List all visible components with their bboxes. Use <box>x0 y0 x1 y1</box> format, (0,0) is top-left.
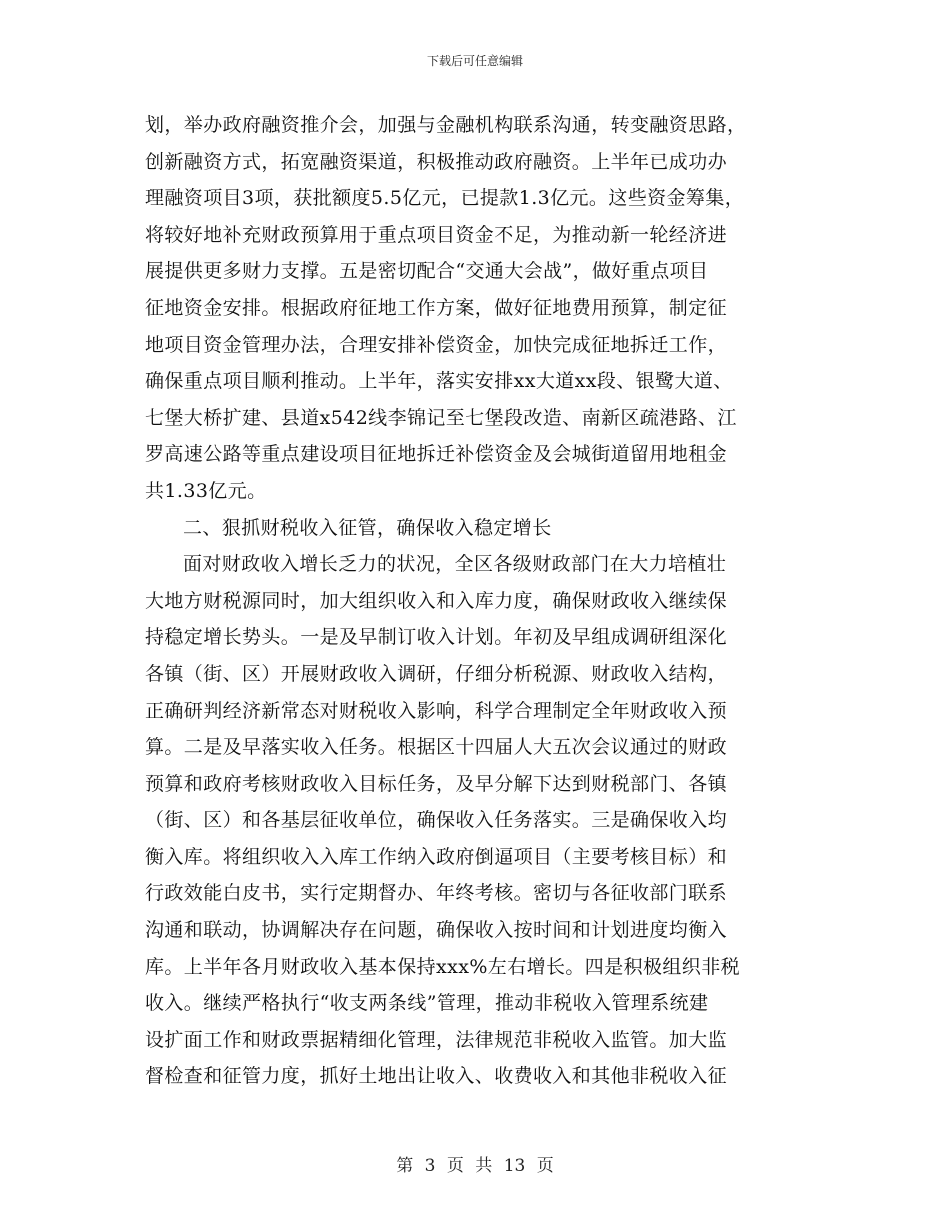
text-line: 面对财政收入增长乏力的状况，全区各级财政部门在大力培植壮 <box>183 553 727 576</box>
text-line: 大地方财税源同时，加大组织收入和入库力度，确保财政收入继续保 <box>145 589 728 612</box>
text-line: 衡入库。将组织收入入库工作纳入政府倒逼项目（主要考核目标）和 <box>145 845 728 868</box>
text-line: 共1.33亿元。 <box>145 479 267 502</box>
text-line: 展提供更多财力支撑。五是密切配合“交通大会战”，做好重点项目 <box>145 260 709 283</box>
page-header: 下载后可任意编辑 <box>426 54 523 68</box>
text-line: 确保重点项目顺利推动。上半年，落实安排xx大道xx段、银鹭大道、 <box>145 370 733 393</box>
text-line: 收入。继续严格执行“收支两条线”管理，推动非税收入管理系统建 <box>145 992 709 1015</box>
text-line: 预算和政府考核财政收入目标任务，及早分解下达到财税部门、各镇 <box>145 772 728 795</box>
text-line: 算。二是及早落实收入任务。根据区十四届人大五次会议通过的财政 <box>145 736 728 759</box>
text-line: 理融资项目3项，获批额度5.5亿元，已提款1.3亿元。这些资金筹集， <box>145 187 745 210</box>
text-line: 划，举办政府融资推介会，加强与金融机构联系沟通，转变融资思路， <box>145 114 747 136</box>
text-line: 地项目资金管理办法，合理安排补偿资金，加快完成征地拆迁工作， <box>145 333 728 356</box>
text-line: 正确研判经济新常态对财税收入影响，科学合理制定全年财政收入预 <box>145 699 728 722</box>
text-line: 各镇（街、区）开展财政收入调研，仔细分析税源、财政收入结构， <box>145 662 728 685</box>
text-line: 督检查和征管力度，抓好土地出让收入、收费收入和其他非税收入征 <box>145 1065 728 1088</box>
text-line: 库。上半年各月财政收入基本保持xxx%左右增长。四是积极组织非税 <box>145 955 741 978</box>
text-line: 征地资金安排。根据政府征地工作方案，做好征地费用预算，制定征 <box>145 296 728 319</box>
text-line: （街、区）和各基层征收单位，确保收入任务落实。三是确保收入均 <box>145 809 728 832</box>
text-line: 设扩面工作和财政票据精细化管理，法律规范非税收入监管。加大监 <box>145 1028 728 1051</box>
text-line: 将较好地补充财政预算用于重点项目资金不足，为推动新一轮经济进 <box>145 223 728 246</box>
text-line: 罗高速公路等重点建设项目征地拆迁补偿资金及会城街道留用地租金 <box>145 443 728 466</box>
text-line: 二、狠抓财税收入征管，确保收入稳定增长 <box>183 516 552 539</box>
text-line: 持稳定增长势头。一是及早制订收入计划。年初及早组成调研组深化 <box>145 626 728 649</box>
document-body <box>145 107 835 1095</box>
text-line: 七堡大桥扩建、县道x542线李锦记至七堡段改造、南新区疏港路、江 <box>145 406 737 429</box>
text-line: 沟通和联动，协调解决存在问题，确保收入按时间和计划进度均衡入 <box>145 919 728 942</box>
text-line: 行政效能白皮书，实行定期督办、年终考核。密切与各征收部门联系 <box>145 882 728 905</box>
page-footer: 第 3 页 共 13 页 <box>396 1156 554 1176</box>
text-line: 创新融资方式，拓宽融资渠道，积极推动政府融资。上半年已成功办 <box>145 150 728 173</box>
